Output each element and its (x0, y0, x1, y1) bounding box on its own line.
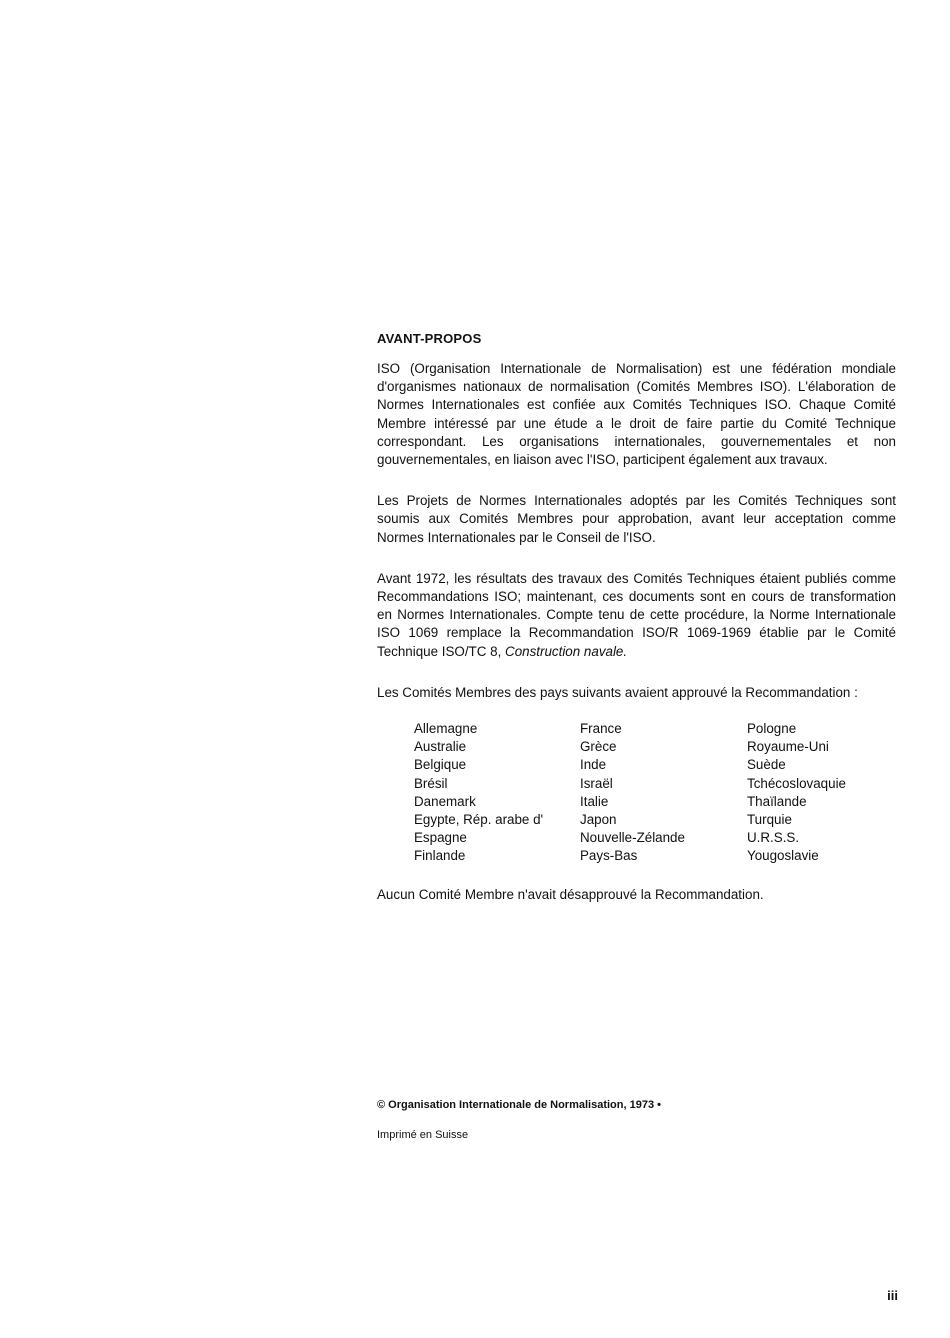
country-item: Brésil (414, 775, 448, 791)
country-item: Allemagne (414, 721, 478, 737)
country-item: Inde (580, 757, 607, 773)
printed-in: Imprimé en Suisse (377, 1129, 469, 1141)
country-item: Pays-Bas (580, 848, 638, 864)
country-column-3 (747, 720, 897, 866)
country-item: Italie (580, 793, 609, 809)
country-item: Belgique (414, 757, 467, 773)
country-item: France (580, 721, 622, 737)
country-item: Danemark (414, 793, 476, 809)
country-item: Yougoslavie (747, 848, 819, 864)
copyright-notice: © Organisation Internationale de Normalisation, 1973 • (377, 1099, 661, 1111)
country-item: Australie (414, 739, 467, 755)
page-title: AVANT-PROPOS (377, 331, 482, 346)
paragraph-draft-standards: Les Projets de Normes Internationales adoptés par les Comités Techniques sont soumis aux Comités Membres pour approbation, avant leur acceptation comme Normes Internationales par le Conseil de l'ISO. (377, 493, 896, 545)
foreword-section (377, 330, 896, 904)
page-number: iii (887, 1288, 898, 1303)
country-item: Thaïlande (747, 793, 807, 809)
paragraph-history (377, 570, 896, 661)
country-item: Royaume-Uni (747, 739, 829, 755)
country-item: Espagne (414, 830, 467, 846)
country-item: Japon (580, 812, 617, 828)
country-item: U.R.S.S. (747, 830, 800, 846)
committee-title: Construction navale. (505, 643, 628, 659)
closing-statement: Aucun Comité Membre n'avait désapprouvé la Recommandation. (377, 886, 764, 902)
country-item: Suède (747, 757, 786, 773)
country-item: Finlande (414, 848, 466, 864)
country-item: Nouvelle-Zélande (580, 830, 685, 846)
country-item: Turquie (747, 812, 792, 828)
country-column-2 (580, 720, 747, 866)
country-item: Tchécoslovaquie (747, 775, 847, 791)
country-item: Grèce (580, 739, 617, 755)
country-column-1 (414, 720, 580, 866)
approval-intro: Les Comités Membres des pays suivants avaient approuvé la Recommandation : (377, 684, 858, 700)
paragraph-history-text: Avant 1972, les résultats des travaux des Comités Techniques étaient publiés comme Recommandations ISO; maintenant, ces documents sont en cours de transformation en Normes Internationales. Compte tenu de cette procédure, la Norme Internationale ISO 1069 remplace la Recommandation ISO/R 1069-1969 établie par le Comité Technique ISO/TC 8, (377, 570, 896, 659)
country-item: Israël (580, 775, 613, 791)
country-list (414, 720, 896, 866)
country-item: Pologne (747, 721, 797, 737)
country-item: Egypte, Rép. arabe d' (414, 812, 544, 828)
paragraph-iso-intro: ISO (Organisation Internationale de Normalisation) est une fédération mondiale d'organismes nationaux de normalisation (Comités Membres ISO). L'élaboration de Normes Internationales est confiée aux Comités Techniques ISO. Chaque Comité Membre intéressé par une étude a le droit de faire partie du Comité Technique correspondant. Les organisations internationales, gouvernementales et non gouvernementales, en liaison avec l'ISO, participent également aux travaux. (377, 361, 896, 468)
